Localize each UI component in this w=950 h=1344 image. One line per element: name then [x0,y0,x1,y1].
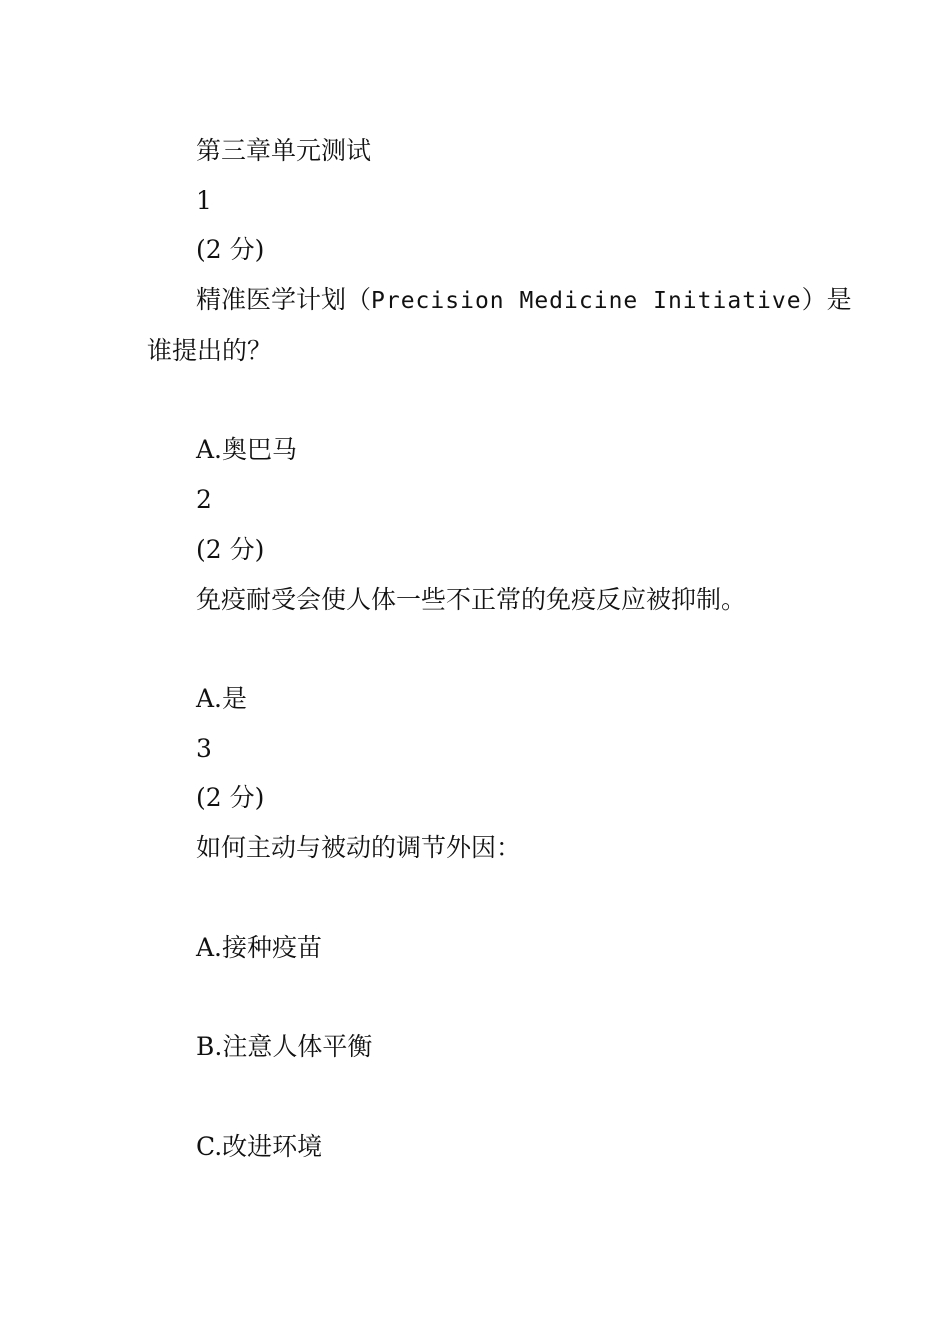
chapter-title: 第三章单元测试 [196,136,372,165]
question-1-text [196,283,852,318]
question-3-score: (2 分) [196,783,265,812]
question-3-option-b: B.注意人体平衡 [196,1032,373,1061]
question-3-option-a: A.接种疫苗 [196,933,323,962]
question-3-option-c: C.改进环境 [196,1132,323,1161]
question-1-number: 1 [196,186,212,215]
question-3-number: 3 [196,734,212,763]
question-2-text: 免疫耐受会使人体一些不正常的免疫反应被抑制。 [196,585,747,614]
question-1-text-continued: 谁提出的？ [147,336,273,365]
question-1-text-english: Precision Medicine Initiative [371,288,802,314]
question-1-text-part2: ）是 [801,285,852,314]
question-1-score: (2 分) [196,235,265,264]
question-3-text: 如何主动与被动的调节外因： [196,833,522,862]
question-1-text-part1: 精准医学计划（ [196,285,372,314]
question-2-option-a: A.是 [196,684,248,713]
question-2-number: 2 [196,485,212,514]
question-1-option-a: A.奥巴马 [196,435,298,464]
question-2-score: (2 分) [196,535,265,564]
